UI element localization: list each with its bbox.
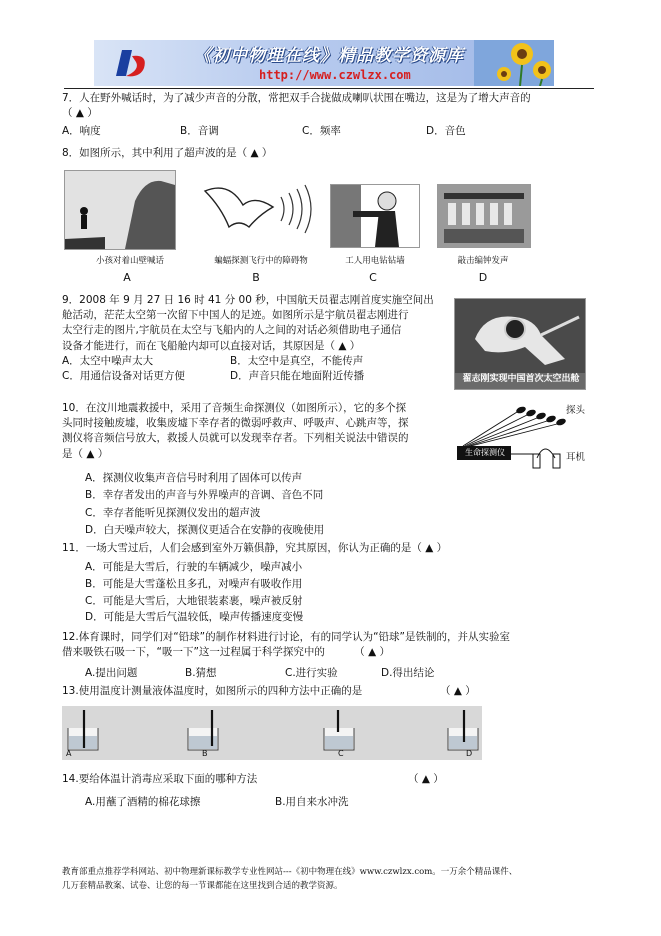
q11-option-b: B．可能是大雪蓬松且多孔，对噪声有吸收作用: [85, 577, 303, 590]
q8-stem: 8．如图所示，其中利用了超声波的是（ ▲ ）: [62, 147, 273, 159]
q14-options: [85, 795, 349, 810]
q13-label-d: D: [466, 749, 473, 758]
q12-options: [85, 666, 434, 681]
q13-label-c: C: [338, 749, 344, 758]
page-footer: [62, 866, 602, 893]
q7-options: [62, 124, 592, 139]
q7-stem: 7．人在野外喊话时，为了减少声音的分散，常把双手合拢做成喇叭状围在嘴边，这是为了增大声音的: [62, 92, 531, 104]
q8-image-c: [330, 184, 420, 248]
q8-caption-d: 敲击编钟发声: [457, 256, 509, 266]
header-title: 《初中物理在线》精品教学资源库: [194, 46, 464, 66]
q7-option-c: C．频率: [302, 125, 341, 138]
q8-image-a: [64, 170, 176, 250]
q13-label-a: A: [66, 749, 72, 758]
q13-label-b: B: [202, 749, 208, 758]
q12-blank: （ ▲ ）: [354, 646, 390, 659]
q10-earphone-label: 耳机: [566, 452, 586, 463]
footer-line-1: 教育部重点推荐学科网站、初中物理新课标教学专业性网站---《初中物理在线》www.czwlzx.com。一万余个精品课件、: [62, 867, 518, 877]
q10-line-2: 头同时接触废墟，收集废墟下幸存者的微弱呼救声、呼吸声、心跳声等，探: [62, 417, 409, 430]
q10-probe-label: 探头: [566, 405, 586, 416]
q9-line-1: 9．2008 年 9 月 27 日 16 时 41 分 00 秒，中国航天员翟志刚首度实施空间出: [62, 294, 434, 306]
q12-option-a: A.提出问题: [85, 667, 138, 679]
q14-blank: （ ▲ ）: [408, 773, 444, 785]
q9-image-astronaut: [454, 298, 586, 390]
q10-option-c: C．幸存者能听见探测仪发出的超声波: [85, 506, 261, 519]
q8-letter-b: B: [252, 271, 260, 284]
question-14: [62, 772, 602, 787]
q9-option-a: A．太空中噪声太大: [62, 354, 154, 367]
q14-stem: 14.要给体温计消毒应采取下面的哪种方法: [62, 773, 258, 785]
q10-line-3: 测仪将音频信号放大，救援人员就可以发现幸存者。下列相关说法中错误的: [62, 432, 409, 445]
q10-device-label: 生命探测仪: [465, 448, 505, 457]
q9-options-row-1: [62, 354, 457, 369]
q10-line-1: 10．在汶川地震救援中，采用了音频生命探测仪（如图所示），它的多个探: [62, 402, 407, 414]
q8-image-d: [437, 184, 531, 248]
q12-option-c: C.进行实验: [285, 667, 338, 679]
q8-letter-c: C: [369, 271, 377, 284]
q8-letter-a: A: [123, 271, 131, 284]
q8-caption-c: 工人用电钻钻墙: [345, 256, 405, 266]
q11-stem: 11．一场大雪过后，人们会感到室外万籁俱静，究其原因，你认为正确的是（ ▲ ）: [62, 542, 448, 554]
q9-line-3: 太空行走的图片,宇航员在太空与飞船内的人之间的对话必须借助电子通信: [62, 324, 402, 337]
q9-line-4: 设备才能进行，而在飞船舱内却可以直接对话，其原因是（ ▲ ）: [62, 339, 361, 352]
q12-option-d: D.得出结论: [381, 667, 435, 679]
q10-option-b: B．幸存者发出的声音与外界噪声的音调、音色不同: [85, 489, 324, 502]
q7-option-a: A．响度: [62, 125, 101, 138]
q10-options: [85, 470, 505, 539]
q11-option-c: C．可能是大雪后，大地银装素裹，噪声被反射: [85, 594, 303, 607]
q12-line-1: 12.体育课时，同学们对“铅球”的制作材料进行讨论，有的同学认为“铅球”是铁制的，并从实验室: [62, 631, 510, 643]
q13-stem: 13.使用温度计测量液体温度时，如图所示的四种方法中正确的是: [62, 685, 363, 697]
q11-options: [85, 559, 505, 626]
q11-option-d: D．可能是大雪后气温较低，噪声传播速度变慢: [85, 611, 304, 624]
header-rule: [64, 88, 594, 89]
q7-option-d: D．音色: [426, 125, 466, 138]
logo-icon: [114, 46, 154, 80]
q8-caption-a: 小孩对着山壁喊话: [95, 256, 164, 266]
q8-image-b: [198, 170, 328, 250]
q9-option-b: B．太空中是真空，不能传声: [230, 354, 364, 367]
header-banner: [94, 40, 554, 86]
q11-option-a: A．可能是大雪后，行驶的车辆减少，噪声减小: [85, 561, 303, 573]
q9-image-caption: 翟志刚实现中国首次太空出舱: [462, 374, 580, 384]
q9-options-row-2: [62, 369, 457, 384]
q10-option-d: D．白天噪声较大，探测仪更适合在安静的夜晚使用: [85, 523, 325, 536]
q14-option-b: B.用自来水冲洗: [275, 796, 349, 808]
question-7: [62, 91, 592, 140]
q10-option-a: A．探测仪收集声音信号时利用了固体可以传声: [85, 472, 303, 484]
q13-blank: （ ▲ ）: [440, 685, 476, 697]
q7-option-b: B．音调: [180, 125, 219, 138]
q9-option-d: D．声音只能在地面附近传播: [230, 370, 365, 383]
q12-line-2: 借来吸铁石吸一下，“吸一下”这一过程属于科学探究中的: [62, 646, 325, 659]
header-url[interactable]: http://www.czwlzx.com: [259, 68, 411, 82]
q10-line-4: 是（ ▲ ）: [62, 447, 109, 460]
q7-blank: （ ▲ ）: [62, 107, 98, 120]
question-12: [62, 630, 592, 660]
q13-figure-thermometers: [62, 706, 482, 760]
q12-option-b: B.猜想: [185, 667, 217, 679]
q8-letter-d: D: [478, 271, 488, 284]
q14-option-a: A.用蘸了酒精的棉花球擦: [85, 796, 201, 808]
question-10: [62, 401, 457, 462]
question-9: [62, 293, 457, 384]
q8-caption-b: 蝙蝠探测飞行中的障碍物: [214, 256, 308, 266]
question-13: [62, 684, 602, 699]
q9-line-2: 舱活动，茫茫太空第一次留下中国人的足迹。如图所示是宇航员翟志刚进行: [62, 309, 409, 322]
sunflower-icon: [474, 40, 554, 86]
q9-option-c: C．用通信设备对话更方便: [62, 370, 185, 383]
footer-line-2: 几万套精品教案、试卷、让您的每一节课都能在这里找到合适的教学资源。: [62, 880, 343, 891]
